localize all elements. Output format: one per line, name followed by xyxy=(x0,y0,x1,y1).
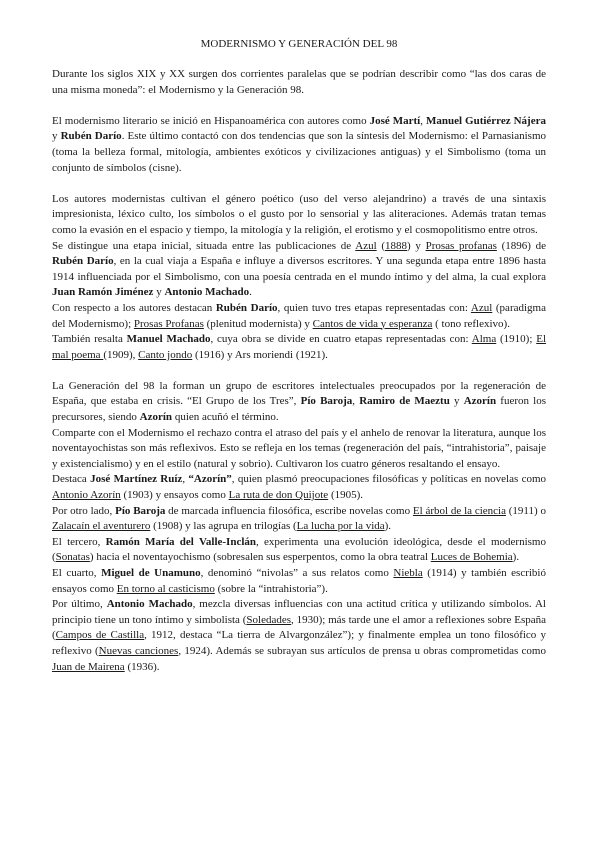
paragraph xyxy=(52,472,546,503)
text-run: y xyxy=(449,395,464,408)
text-run: (1914) y también escribió ensayos como xyxy=(52,567,546,595)
text-run: , xyxy=(420,114,426,127)
work-title: Azul xyxy=(470,301,493,314)
text-run: Durante los siglos XIX y XX surgen dos corrientes paralelas que se podrían describir como “las dos caras de una misma moneda”: el Modernismo y la Generación 98. xyxy=(52,68,546,96)
text-run: Comparte con el Modernismo el rechazo contra el atraso del país y el anhelo de renovar la literatura, aunque los noventayochistas son más reflexivos. Esto se refleja en los temas (regeneración del país, “intrahistoria”, paisaje y existencialismo) y en el estilo (natural y sobrio). Cultivaron los cuatro géneros resaltando el ensayo. xyxy=(52,426,546,470)
author-name: Azorín xyxy=(139,411,173,424)
paragraph xyxy=(52,566,546,597)
text-run: , cuya obra se divide en cuatro etapas representadas con: xyxy=(210,333,472,346)
work-title: Cantos de vida y esperanza xyxy=(312,317,433,330)
work-title: Juan de Mairena xyxy=(52,660,125,673)
paragraph xyxy=(52,379,546,426)
work-title: Zalacaín el aventurero xyxy=(52,520,151,533)
paragraph xyxy=(52,597,546,675)
text-run: (paradigma del Modernismo); xyxy=(52,301,546,330)
work-title: Azul xyxy=(355,239,377,252)
author-name: “Azorín” xyxy=(188,473,232,486)
work-title: Campos de Castilla xyxy=(55,629,145,642)
text-run: de marcada influencia filosófica, escribe novelas como xyxy=(165,504,413,517)
text-run: (1911) o xyxy=(505,504,546,517)
paragraph xyxy=(52,114,546,176)
text-run: (1936). xyxy=(124,660,160,673)
text-run: , denominó “nivolas” a sus relatos como xyxy=(200,567,394,579)
paragraph xyxy=(52,301,546,332)
text-run: (1910); xyxy=(496,333,537,346)
text-run: (plenitud modernista) y xyxy=(203,317,313,330)
text-run: Destaca xyxy=(52,473,91,486)
text-run: El cuarto, xyxy=(52,567,102,579)
author-name: José Martí xyxy=(369,114,421,127)
author-name: Ramón María del Valle-Inclán xyxy=(105,535,256,548)
paragraph xyxy=(52,426,546,473)
text-run: fueron los precursores, siendo xyxy=(52,395,547,424)
paragraph xyxy=(52,192,546,239)
author-name: Rubén Darío xyxy=(60,130,122,143)
text-run: La Generación del 98 la forman un grupo de escritores intelectuales preocupados por la regeneración de España, que estaba en crisis. “El Grupo de los Tres”, xyxy=(52,379,546,408)
work-title: Luces de Bohemia xyxy=(430,551,513,564)
text-run: ) y xyxy=(407,239,426,252)
text-run: (1905). xyxy=(328,489,364,502)
author-name: Manuel Machado xyxy=(126,333,211,346)
work-title: Nuevas canciones xyxy=(98,644,179,657)
text-run: Los autores modernistas cultivan el género poético (uso del verso alejandrino) a través de una sintaxis impresionista, léxico culto, los símbolos o el gusto por lo sensorial y las aliteraciones. Además tratan temas como la evasión en el espacio y tiempo, la mitología y la religión, el erotismo y el cosmopolitismo entre otros. xyxy=(52,192,546,236)
text-run: (1908) y las agrupa en trilogías ( xyxy=(150,520,297,533)
paragraph xyxy=(52,239,546,301)
text-run: También resalta xyxy=(52,333,127,346)
work-title: Antonio Azorín xyxy=(52,489,121,502)
document-body xyxy=(52,67,546,675)
text-run: ). xyxy=(512,551,520,564)
text-run: , en la cual viaja a España e influye a diversos escritores. Y una segunda etapa entre 1896 hasta 1914 influenciada por el Simbolismo, con una poesía centrada en el mundo íntimo y del alma, la cual explora xyxy=(52,255,547,283)
author-name: José Martínez Ruíz xyxy=(90,473,183,486)
work-title: Prosas profanas xyxy=(425,239,497,252)
paragraph xyxy=(52,535,546,566)
text-run: , experimenta una evolución ideológica, desde el modernismo ( xyxy=(52,535,546,564)
text-run: El modernismo literario se inició en Hispanoamérica con autores como xyxy=(52,114,370,127)
text-run: y xyxy=(52,130,61,143)
author-name: Azorín xyxy=(463,395,497,408)
text-run: y xyxy=(153,286,165,299)
paragraph xyxy=(52,332,546,363)
text-run: ( tono reflexivo). xyxy=(432,317,510,330)
text-run: . xyxy=(249,286,252,299)
work-title: Prosas Profanas xyxy=(133,317,204,330)
author-name: Rubén Darío xyxy=(215,301,278,314)
text-run: . Este último contactó con dos tendencias que son la síntesis del Modernismo: el Parnasianismo (toma la belleza formal, mitología, ambientes exóticos y civilizaciones antiguas) y el Simbolismo (toma un conjunto de símbolos (cisne). xyxy=(52,130,547,174)
work-title: El árbol de la ciencia xyxy=(412,504,506,517)
author-name: Antonio Machado xyxy=(164,286,250,299)
author-name: Rubén Darío xyxy=(52,255,114,268)
work-title: Canto jondo xyxy=(138,348,193,361)
author-name: Pío Baroja xyxy=(300,395,353,408)
work-title: Niebla xyxy=(393,567,423,579)
text-run: Con respecto a los autores destacan xyxy=(52,301,216,314)
author-name: Antonio Machado xyxy=(106,598,193,611)
text-run: (1896) de xyxy=(496,239,546,252)
text-run: quien acuñó el término. xyxy=(172,411,279,424)
author-name: Juan Ramón Jiménez xyxy=(52,286,154,299)
text-run: (1903) y ensayos como xyxy=(120,489,229,502)
work-title: Alma xyxy=(471,333,497,346)
work-title: La ruta de don Quijote xyxy=(228,489,329,502)
text-run: , xyxy=(182,473,189,486)
work-title: Sonatas xyxy=(55,551,90,564)
work-title: En torno al casticismo xyxy=(116,582,215,595)
text-run: ( xyxy=(376,239,386,252)
text-run: , mezcla diversas influencias con una actitud crítica y utilizando símbolos. Al principio tiene un tono íntimo y simbolista ( xyxy=(52,598,546,626)
document-title: MODERNISMO Y GENERACIÓN DEL 98 xyxy=(200,38,398,50)
work-title: La lucha por la vida xyxy=(296,520,385,533)
author-name: Miguel de Unamuno xyxy=(101,567,201,579)
author-name: Pío Baroja xyxy=(115,504,166,517)
text-run: ). xyxy=(384,520,392,533)
text-run: Por otro lado, xyxy=(52,504,116,517)
author-name: Ramiro de Maeztu xyxy=(359,395,450,408)
text-run: , 1912, destaca “La tierra de Alvargonzález”); y finalmente emplea un tono filosófico y reflexivo ( xyxy=(52,629,546,657)
text-run: (sobre la “intrahistoria”). xyxy=(214,582,328,595)
text-run: El tercero, xyxy=(52,535,106,548)
work-title: Soledades xyxy=(246,613,292,626)
work-title: El mal poema xyxy=(52,333,546,361)
text-run: , quien tuvo tres etapas representadas con: xyxy=(277,301,471,314)
paragraph xyxy=(52,67,546,98)
author-name: Manuel Gutiérrez Nájera xyxy=(425,114,546,127)
text-run: , quien plasmó preocupaciones filosóficas y políticas en novelas como xyxy=(231,473,547,486)
paragraph xyxy=(52,504,546,535)
text-run: (1909), xyxy=(103,348,139,361)
text-run: ) hacia el noventayochismo (sobresalen sus esperpentos, como la obra teatral xyxy=(89,551,431,564)
text-run: Por último, xyxy=(52,598,107,611)
text-run: , 1930); más tarde une el amor a reflexiones sobre España ( xyxy=(52,613,547,642)
text-run: Se distingue una etapa inicial, situada entre las publicaciones de xyxy=(52,239,356,252)
text-run: (1916) y Ars moriendi (1921). xyxy=(192,348,328,361)
work-title: 1888 xyxy=(385,239,408,252)
text-run: , 1924). Además se subrayan sus artículos de prensa u obras comprometidas como xyxy=(178,644,546,657)
text-run: , xyxy=(352,395,360,408)
